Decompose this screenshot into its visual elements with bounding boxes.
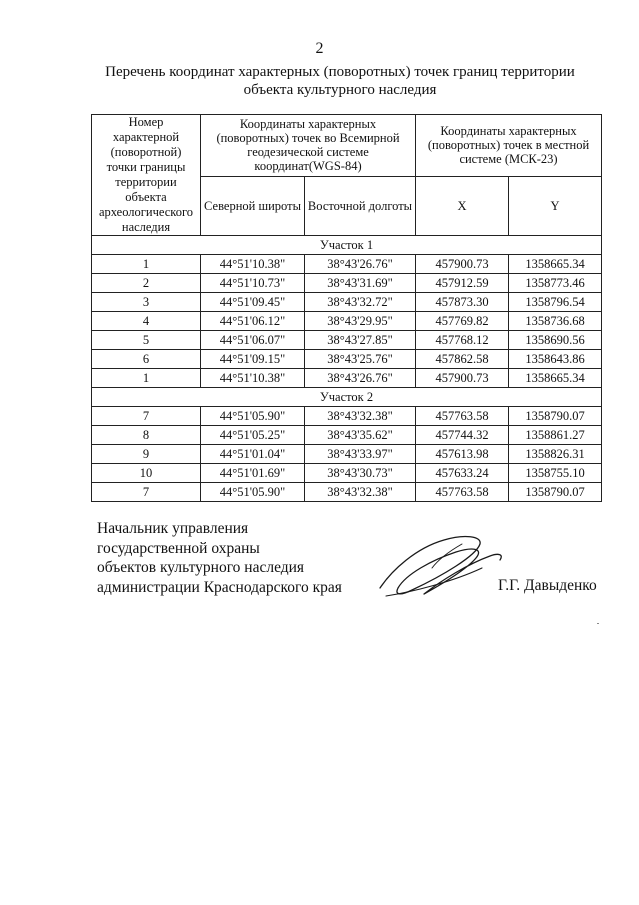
latitude-cell: 44°51'10.73": [201, 274, 305, 293]
y-cell: 1358861.27: [509, 426, 602, 445]
y-cell: 1358690.56: [509, 331, 602, 350]
latitude-cell: 44°51'05.90": [201, 483, 305, 502]
x-cell: 457912.59: [416, 274, 509, 293]
latitude-cell: 44°51'01.69": [201, 464, 305, 483]
latitude-cell: 44°51'10.38": [201, 255, 305, 274]
y-cell: 1358773.46: [509, 274, 602, 293]
coordinates-table: [91, 114, 602, 502]
signatory-position-line-1: Начальник управления: [97, 520, 249, 537]
longitude-cell: 38°43'32.38": [305, 407, 416, 426]
y-cell: 1358736.68: [509, 312, 602, 331]
point-number-cell: 8: [92, 426, 201, 445]
x-cell: 457744.32: [416, 426, 509, 445]
x-cell: 457862.58: [416, 350, 509, 369]
longitude-cell: 38°43'32.72": [305, 293, 416, 312]
latitude-cell: 44°51'10.38": [201, 369, 305, 388]
table-row: [92, 483, 602, 502]
x-cell: 457873.30: [416, 293, 509, 312]
signatory-position: [97, 519, 342, 597]
handwritten-signature: [372, 530, 512, 610]
longitude-cell: 38°43'33.97": [305, 445, 416, 464]
latitude-cell: 44°51'06.12": [201, 312, 305, 331]
scan-mark: [597, 623, 599, 624]
point-number-cell: 5: [92, 331, 201, 350]
longitude-cell: 38°43'32.38": [305, 483, 416, 502]
longitude-cell: 38°43'31.69": [305, 274, 416, 293]
x-cell: 457763.58: [416, 483, 509, 502]
page-number: 2: [315, 40, 324, 57]
point-number-cell: 1: [92, 369, 201, 388]
point-number-cell: 7: [92, 407, 201, 426]
y-cell: 1358790.07: [509, 407, 602, 426]
table-row: [92, 312, 602, 331]
y-cell: 1358643.86: [509, 350, 602, 369]
table-row: [92, 350, 602, 369]
longitude-cell: 38°43'29.95": [305, 312, 416, 331]
x-cell: 457769.82: [416, 312, 509, 331]
point-number-cell: 6: [92, 350, 201, 369]
table-row: [92, 426, 602, 445]
longitude-cell: 38°43'30.73": [305, 464, 416, 483]
table-row: [92, 293, 602, 312]
section-title: Участок 1: [92, 236, 602, 255]
point-number-cell: 4: [92, 312, 201, 331]
table-row: [92, 445, 602, 464]
header-east-longitude: Восточной долготы: [305, 176, 416, 236]
header-local-group: Координаты характерных (поворотных) точек в местной системе (МСК-23): [416, 115, 602, 177]
y-cell: 1358826.31: [509, 445, 602, 464]
latitude-cell: 44°51'09.45": [201, 293, 305, 312]
point-number-cell: 9: [92, 445, 201, 464]
section-title: Участок 2: [92, 388, 602, 407]
header-north-latitude: Северной широты: [201, 176, 305, 236]
document-title-line-2: объекта культурного наследия: [243, 82, 437, 98]
document-title: [60, 63, 620, 99]
longitude-cell: 38°43'26.76": [305, 255, 416, 274]
y-cell: 1358796.54: [509, 293, 602, 312]
table-row: [92, 255, 602, 274]
x-cell: 457900.73: [416, 369, 509, 388]
section-row: [92, 388, 602, 407]
latitude-cell: 44°51'05.25": [201, 426, 305, 445]
header-wgs84-group: Координаты характерных (поворотных) точек во Всемирной геодезической системе координат(WGS-84): [201, 115, 416, 177]
longitude-cell: 38°43'35.62": [305, 426, 416, 445]
x-cell: 457763.58: [416, 407, 509, 426]
point-number-cell: 10: [92, 464, 201, 483]
latitude-cell: 44°51'09.15": [201, 350, 305, 369]
x-cell: 457900.73: [416, 255, 509, 274]
latitude-cell: 44°51'06.07": [201, 331, 305, 350]
table-row: [92, 331, 602, 350]
y-cell: 1358755.10: [509, 464, 602, 483]
signatory-position-line-3: объектов культурного наследия: [97, 559, 305, 576]
table-row: [92, 464, 602, 483]
header-y: Y: [509, 176, 602, 236]
latitude-cell: 44°51'01.04": [201, 445, 305, 464]
header-x: X: [416, 176, 509, 236]
table-row: [92, 369, 602, 388]
y-cell: 1358790.07: [509, 483, 602, 502]
y-cell: 1358665.34: [509, 369, 602, 388]
point-number-cell: 2: [92, 274, 201, 293]
x-cell: 457633.24: [416, 464, 509, 483]
longitude-cell: 38°43'26.76": [305, 369, 416, 388]
header-point-number: Номер характерной (поворотной) точки границы территории объекта археологического наследия: [92, 115, 201, 236]
signatory-position-line-4: администрации Краснодарского края: [97, 578, 342, 596]
point-number-cell: 1: [92, 255, 201, 274]
signer-name: Г.Г. Давыденко: [498, 577, 597, 594]
longitude-cell: 38°43'27.85": [305, 331, 416, 350]
x-cell: 457613.98: [416, 445, 509, 464]
section-row: [92, 236, 602, 255]
table-row: [92, 407, 602, 426]
point-number-cell: 7: [92, 483, 201, 502]
x-cell: 457768.12: [416, 331, 509, 350]
longitude-cell: 38°43'25.76": [305, 350, 416, 369]
signatory-position-line-2: государственной охраны: [97, 539, 260, 557]
point-number-cell: 3: [92, 293, 201, 312]
table-row: [92, 274, 602, 293]
latitude-cell: 44°51'05.90": [201, 407, 305, 426]
y-cell: 1358665.34: [509, 255, 602, 274]
document-title-line-1: Перечень координат характерных (поворотных) точек границ территории: [105, 64, 575, 80]
